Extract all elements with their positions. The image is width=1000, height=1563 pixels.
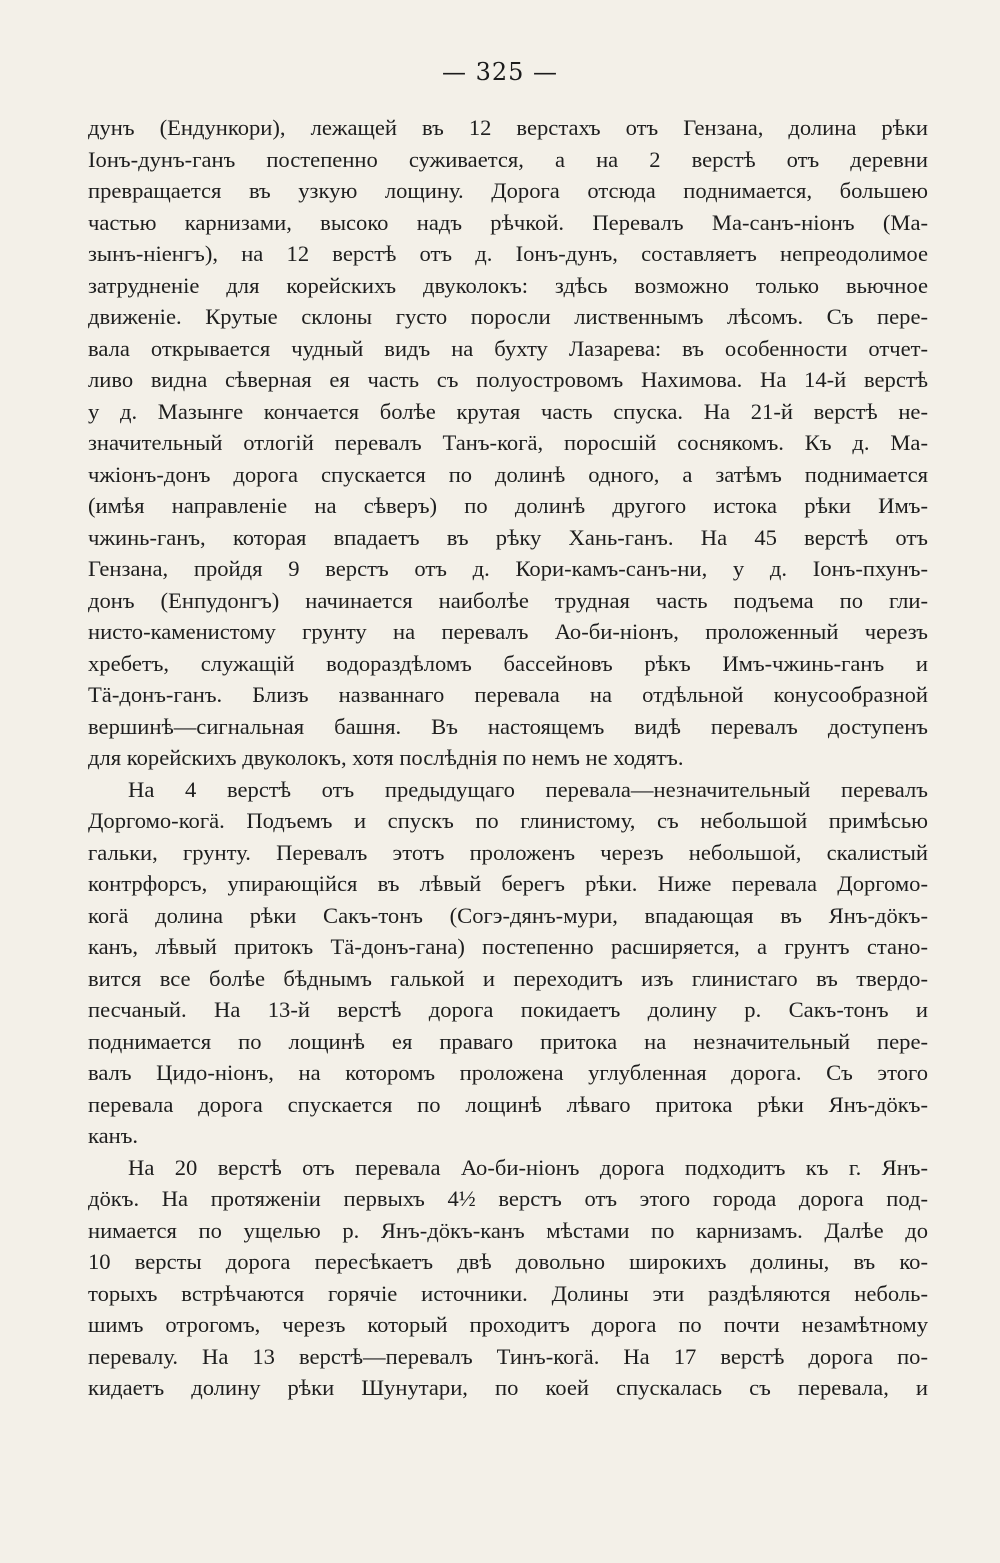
text-line: контрфорсъ, упирающійся въ лѣвый берегъ рѣки. Ниже перевала Доргомо- bbox=[88, 871, 928, 896]
text-line: валъ Цидо-ніонъ, на которомъ проложена углубленная дорога. Съ этого bbox=[88, 1060, 928, 1085]
page-number: — 325 — bbox=[441, 58, 559, 86]
text-line: дöкъ. На протяженіи первыхъ 4½ верстъ отъ этого города дорога под- bbox=[88, 1186, 928, 1211]
text-line: торыхъ встрѣчаются горячіе источники. Долины эти раздѣляются неболь- bbox=[88, 1280, 928, 1306]
text-line: гальки, грунту. Перевалъ этотъ проложенъ черезъ небольшой, скалистый bbox=[88, 839, 928, 865]
text-line: На 20 верстѣ отъ перевала Ао-би-ніонъ дорога подходитъ къ г. Янъ- bbox=[128, 1154, 928, 1180]
paragraph bbox=[88, 112, 928, 774]
body-text bbox=[88, 112, 928, 1404]
paragraph bbox=[88, 774, 928, 1152]
text-line: значительный отлогій перевалъ Танъ-когä, поросшій соснякомъ. Къ д. Ма- bbox=[88, 430, 928, 455]
text-line: песчаный. На 13-й верстѣ дорога покидаетъ долину р. Сакъ-тонъ и bbox=[88, 997, 928, 1022]
text-line: затрудненіе для корейскихъ двуколокъ: здѣсь возможно только вьючное bbox=[88, 272, 928, 298]
text-line: у д. Мазынге кончается болѣе крутая часть спуска. На 21-й верстѣ не- bbox=[88, 398, 928, 424]
text-line: 10 версты дорога пересѣкаетъ двѣ довольно широкихъ долины, въ ко- bbox=[88, 1249, 928, 1274]
text-line: поднимается по лощинѣ ея праваго притока на незначительный пере- bbox=[88, 1028, 928, 1054]
text-line: донъ (Енпудонгъ) начинается наиболѣе трудная часть подъема по гли- bbox=[88, 587, 928, 613]
text-line: зынъ-ніенгъ), на 12 верстѣ отъ д. Іонъ-дунъ, составляетъ непреодолимое bbox=[88, 241, 928, 266]
text-line: дунъ (Ендункори), лежащей въ 12 верстахъ отъ Гензана, долина рѣки bbox=[88, 115, 928, 140]
text-line: перевалу. На 13 верстѣ—перевалъ Тинъ-когä. На 17 верстѣ дорога по- bbox=[88, 1343, 928, 1369]
text-line: ливо видна сѣверная ея часть съ полуостровомъ Нахимова. На 14-й верстѣ bbox=[88, 367, 928, 392]
text-line: частью карнизами, высоко надъ рѣчкой. Перевалъ Ма-санъ-ніонъ (Ма- bbox=[88, 209, 928, 235]
text-line: чжіонъ-донъ дорога спускается по долинѣ одного, а затѣмъ поднимается bbox=[88, 461, 928, 487]
text-line: канъ, лѣвый притокъ Тä-донъ-гана) постепенно расширяется, а грунтъ стано- bbox=[88, 934, 928, 959]
text-line: кидаетъ долину рѣки Шунутари, по коей спускалась съ перевала, и bbox=[88, 1375, 928, 1400]
text-line: (имѣя направленіе на сѣверъ) по долинѣ другого истока рѣки Имъ- bbox=[88, 493, 928, 518]
text-line: На 4 верстѣ отъ предыдущаго перевала—незначительный перевалъ bbox=[128, 776, 928, 802]
paragraph bbox=[88, 1152, 928, 1404]
text-line: хребетъ, служащій водораздѣломъ бассейновъ рѣкъ Имъ-чжинь-ганъ и bbox=[88, 650, 928, 676]
text-line: нисто-каменистому грунту на перевалъ Ао-би-ніонъ, проложенный черезъ bbox=[88, 619, 928, 644]
text-line: Іонъ-дунъ-ганъ постепенно суживается, а на 2 верстѣ отъ деревни bbox=[88, 146, 928, 172]
text-line: нимается по ущелью р. Янъ-дöкъ-канъ мѣстами по карнизамъ. Далѣе до bbox=[88, 1217, 928, 1243]
text-line: когä долина рѣки Сакъ-тонъ (Согэ-дянъ-мури, впадающая въ Янъ-дöкъ- bbox=[88, 902, 928, 928]
text-line: шимъ отрогомъ, черезъ который проходитъ дорога по почти незамѣтному bbox=[88, 1312, 928, 1337]
text-line: вершинѣ—сигнальная башня. Въ настоящемъ видѣ перевалъ доступенъ bbox=[88, 713, 928, 739]
text-line: Доргомо-когä. Подъемъ и спускъ по глинистому, съ небольшой примѣсью bbox=[88, 808, 928, 833]
text-line: Гензана, пройдя 9 верстъ отъ д. Кори-камъ-санъ-ни, у д. Іонъ-пхунъ- bbox=[88, 556, 928, 581]
text-line: движеніе. Крутые склоны густо поросли лиственнымъ лѣсомъ. Съ пере- bbox=[88, 304, 928, 329]
text-line: вится все болѣе бѣднымъ галькой и переходитъ изъ глинистаго въ твердо- bbox=[88, 965, 928, 991]
text-line: для корейскихъ двуколокъ, хотя послѣднія по немъ не ходятъ. bbox=[88, 745, 684, 770]
text-line: чжинь-ганъ, которая впадаетъ въ рѣку Хань-ганъ. На 45 верстѣ отъ bbox=[88, 524, 928, 550]
text-line: канъ. bbox=[88, 1123, 139, 1148]
text-line: превращается въ узкую лощину. Дорога отсюда поднимается, большею bbox=[88, 178, 928, 203]
text-line: перевала дорога спускается по лощинѣ лѣваго притока рѣки Янъ-дöкъ- bbox=[88, 1091, 928, 1117]
text-line: вала открывается чудный видъ на бухту Лазарева: въ особенности отчет- bbox=[88, 335, 928, 361]
text-line: Тä-донъ-ганъ. Близъ названнаго перевала на отдѣльной конусообразной bbox=[88, 682, 928, 707]
